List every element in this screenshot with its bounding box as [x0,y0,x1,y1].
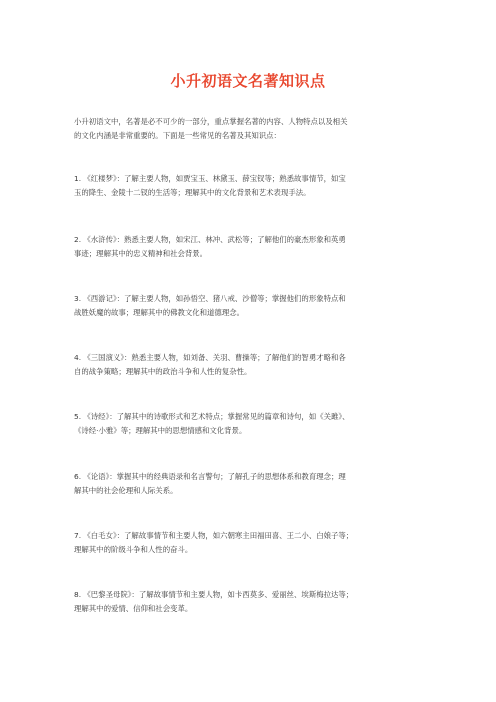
list-item-line: 8. 《巴黎圣母院》：了解故事情节和主要人物，如卡西莫多、爱丽丝、埃斯梅拉达等； [74,590,354,599]
list-item-xiyouji [74,292,426,320]
list-item-line: 1. 《红楼梦》：了解主要人物，如贾宝玉、林黛玉、薛宝钗等；熟悉故事情节，如宝 [74,174,346,183]
list-item-bali-shengmuyuan [74,588,426,616]
document-title: 小升初语文名著知识点 [170,72,326,90]
list-item-line: 理解其中的爱情、信仰和社会变革。 [74,604,193,613]
list-item-line: 6. 《论语》：掌握其中的经典语录和名言警句；了解孔子的思想体系和教育理念；理 [74,472,346,481]
intro-line: 的文化内涵是非常重要的。下面是一些常见的名著及其知识点： [74,131,281,140]
list-item-line: 3. 《西游记》：了解主要人物，如孙悟空、猪八戒、沙僧等；掌握他们的形象特点和 [74,294,346,303]
list-item-line: 2. 《水浒传》：熟悉主要人物，如宋江、林冲、武松等；了解他们的豪杰形象和英勇 [74,235,346,244]
intro-line: 小升初语文中，名著是必不可少的一部分，重点掌握名著的内容、人物特点以及相关 [74,117,348,126]
list-item-shijing [74,410,426,438]
list-item-line: 解其中的社会伦理和人际关系。 [74,486,178,495]
list-item-line: 7. 《白毛女》：了解故事情节和主要人物，如六朝寒主田福田喜、王二小、白娘子等； [74,531,354,540]
list-item-lunyu [74,470,426,498]
list-item-shuihuzhuan [74,233,426,261]
list-item-line: 事迹；理解其中的忠义精神和社会背景。 [74,249,208,258]
list-item-baimaonv [74,529,426,557]
list-item-hongloumeng [74,172,426,200]
list-item-sanguoyanyi [74,351,426,379]
list-item-line: 4. 《三国演义》：熟悉主要人物，如刘备、关羽、曹操等；了解他们的智勇才略和各 [74,353,346,362]
list-item-line: 自的战争策略；理解其中的政治斗争和人性的复杂性。 [74,367,252,376]
list-item-line: 玉的降生、金陵十二钗的生活等；理解其中的文化背景和艺术表现手法。 [74,188,311,197]
list-item-line: 《诗经·小雅》等；理解其中的思想情感和文化背景。 [74,426,247,435]
list-item-line: 战胜妖魔的故事；理解其中的佛教文化和道德理念。 [74,308,244,317]
intro-paragraph [74,115,426,143]
list-item-line: 理解其中的阶级斗争和人性的奋斗。 [74,545,193,554]
list-item-line: 5. 《诗经》：了解其中的诗歌形式和艺术特点；掌握常见的篇章和诗句，如《关雎》、 [74,412,350,421]
